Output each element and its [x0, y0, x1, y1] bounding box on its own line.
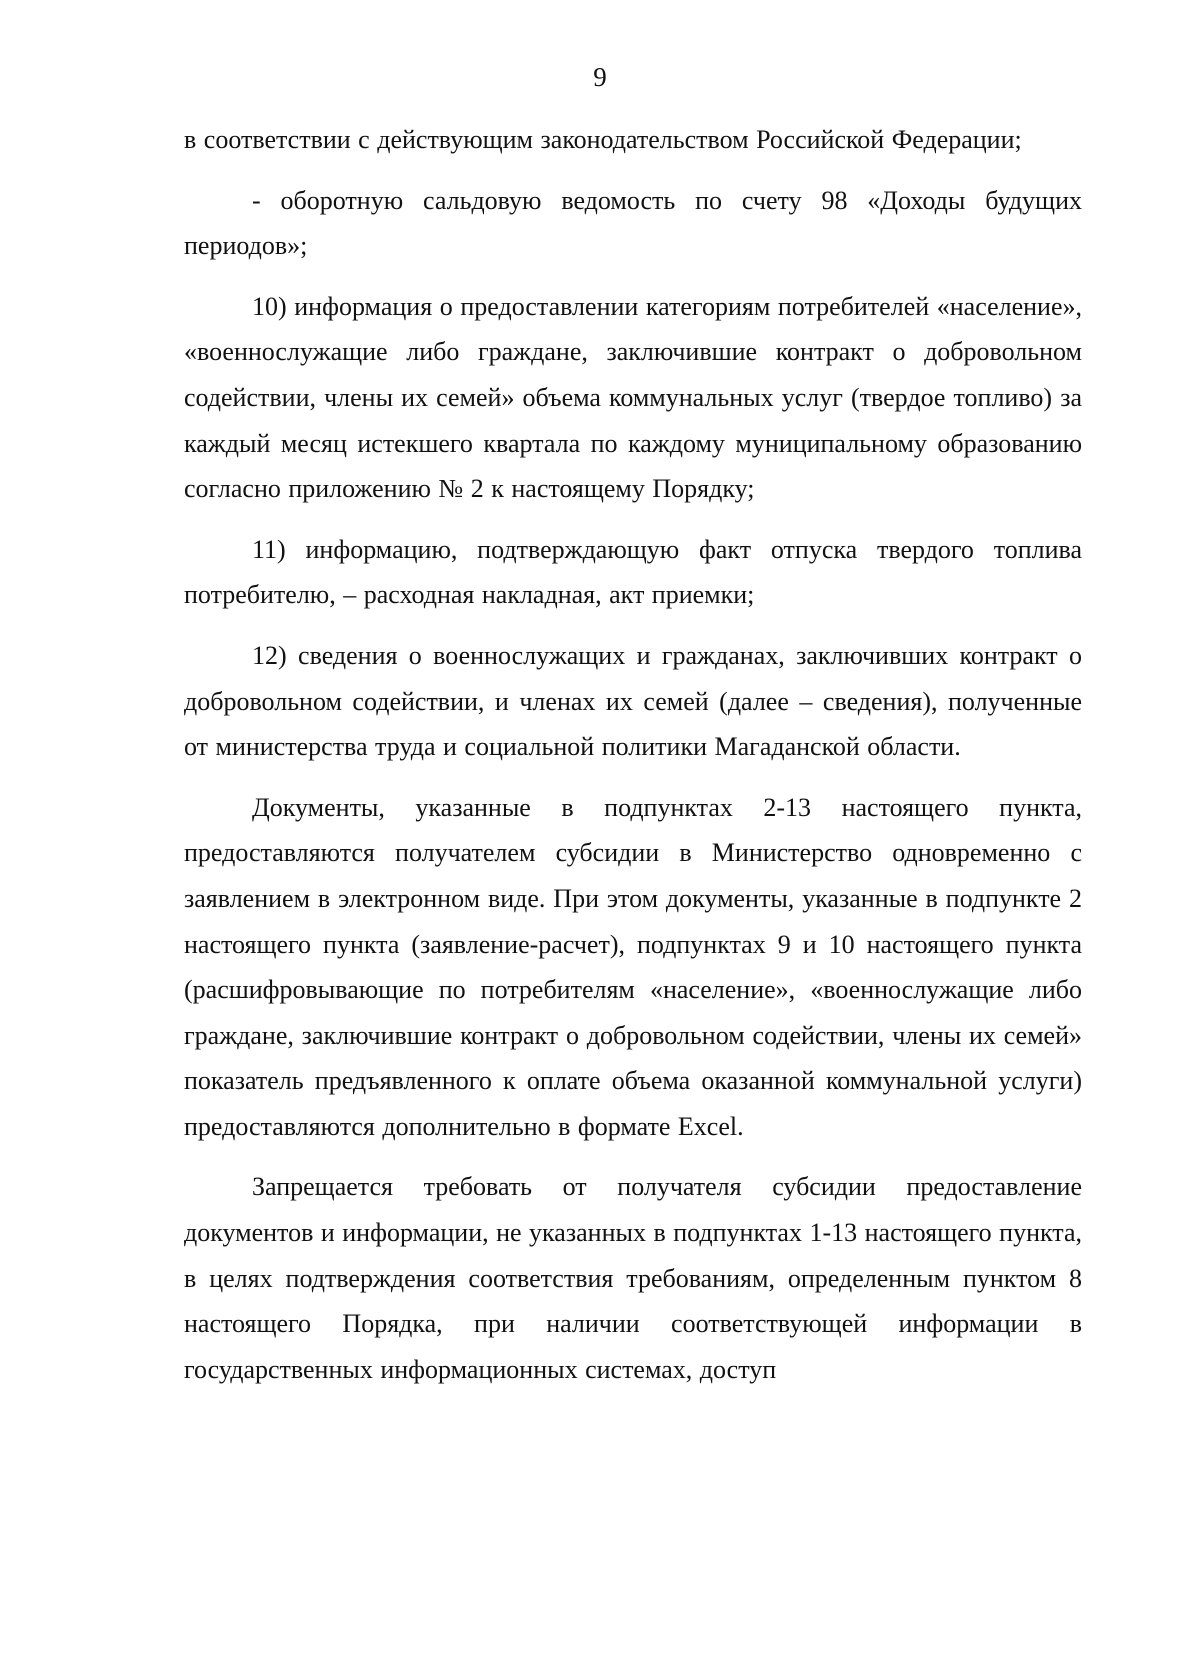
paragraph-documents: Документы, указанные в подпунктах 2-13 настоящего пункта, предоставляются получателем субсидии в Министерство одновременно с заявлением в электронном виде. При этом документы, указанные в подпункте 2 настоящего пункта (заявление-расчет), подпунктах 9 и 10 настоящего пункта (расшифровывающие по потребителям «население», «военнослужащие либо граждане, заключившие контракт о добровольном содействии, члены их семей» показатель предъявленного к оплате объема оказанной коммунальной услуги) предоставляются дополнительно в формате Excel. — [184, 792, 1082, 1141]
document-body — [184, 117, 1082, 1392]
paragraph-continuation: в соответствии с действующим законодательством Российской Федерации; — [184, 125, 1022, 154]
paragraph-turnover-statement: - оборотную сальдовую ведомость по счету 98 «Доходы будущих периодов»; — [184, 185, 1082, 261]
paragraph-item-11: 11) информацию, подтверждающую факт отпуска твердого топлива потребителю, – расходная накладная, акт приемки; — [184, 534, 1082, 610]
paragraph-prohibition: Запрещается требовать от получателя субсидии предоставление документов и информации, не указанных в подпунктах 1-13 настоящего пункта, в целях подтверждения соответствия требованиям, определенным пунктом 8 настоящего Порядка, при наличии соответствующей информации в государственных информационных системах, доступ — [184, 1172, 1083, 1384]
paragraph-item-10: 10) информация о предоставлении категориям потребителей «население», «военнослужащие либо граждане, заключившие контракт о добровольном содействии, члены их семей» объема коммунальных услуг (твердое топливо) за каждый месяц истекшего квартала по каждому муниципальному образованию согласно приложению № 2 к настоящему Порядку; — [184, 291, 1082, 504]
paragraph-item-12: 12) сведения о военнослужащих и гражданах, заключивших контракт о добровольном содействии, и членах их семей (далее – сведения), полученные от министерства труда и социальной политики Магаданской области. — [184, 640, 1082, 762]
page-number: 9 — [593, 62, 607, 92]
